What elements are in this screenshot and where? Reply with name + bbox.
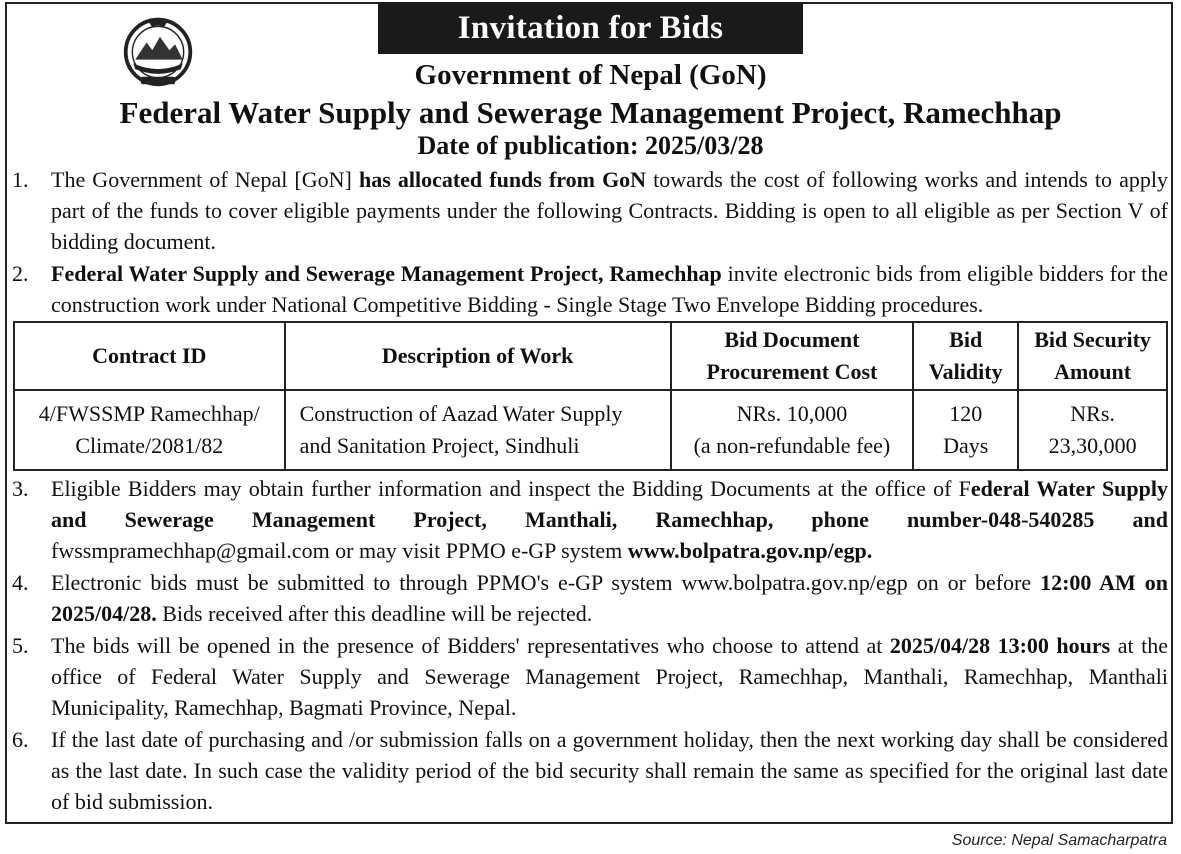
- header-description: Description of Work: [285, 322, 671, 390]
- cell-description: Construction of Aazad Water Supply and Sanitation Project, Sindhuli: [285, 390, 671, 470]
- paragraph-bold-text: has allocated funds from GoN: [358, 167, 647, 192]
- header-procurement-cost: Bid Document Procurement Cost: [671, 322, 914, 390]
- paragraph-text: Eligible Bidders may obtain further information and inspect the Bidding Documents at the office of F: [51, 476, 971, 501]
- paragraph-6: [12, 724, 1168, 817]
- paragraph-3: [12, 473, 1168, 566]
- paragraph-text: Electronic bids must be submitted to through PPMO's e-GP system www.bolpatra.gov.np/egp on or before: [51, 570, 1041, 595]
- header-bid-security: Bid Security Amount: [1018, 322, 1167, 390]
- paragraph-text: invite electronic bids from eligible bidders for the construction work under National Competitive Bidding - Single Stage Two Envelope Bidding procedures.: [51, 261, 1168, 317]
- table-header-row: [14, 322, 1167, 390]
- paragraph-text: The Government of Nepal [GoN]: [51, 167, 359, 192]
- bid-table: [13, 321, 1168, 471]
- paragraph-number: 6.: [12, 727, 29, 752]
- paragraph-text: fwssmpramechhap@gmail.com or may visit PPMO e-GP system: [51, 538, 628, 563]
- cell-procurement-cost: NRs. 10,000 (a non-refundable fee): [671, 390, 914, 470]
- table-row: [14, 390, 1167, 470]
- gov-heading: Government of Nepal (GoN): [414, 59, 767, 91]
- paragraph-bold-text: 2025/04/28 13:00 hours: [889, 633, 1111, 658]
- header-contract-id: Contract ID: [14, 322, 285, 390]
- cell-bid-security: NRs. 23,30,000: [1018, 390, 1167, 470]
- cell-contract-id: 4/FWSSMP Ramechhap/ Climate/2081/82: [14, 390, 285, 470]
- paragraph-number: 5.: [12, 633, 29, 658]
- paragraph-number: 4.: [12, 570, 29, 595]
- paragraph-number: 2.: [12, 261, 29, 286]
- paragraph-bold-text: 12:00 AM on 2025/04/28.: [51, 570, 1169, 626]
- publication-date: Date of publication: 2025/03/28: [417, 131, 764, 160]
- paragraph-text: towards the cost of following works and intends to apply part of the funds to cover eligible payments under the following Contracts. Bidding is open to all eligible as per Section V of bidding document.: [51, 167, 1168, 254]
- header-bid-validity: Bid Validity: [913, 322, 1018, 390]
- paragraph-bold-text: ederal Water Supply and Sewerage Management Project, Manthali, Ramechhap, phone number-048-540285 and: [51, 476, 1168, 532]
- paragraph-text: at the office of Federal Water Supply and Sewerage Management Project, Ramechhap, Manthali, Ramechhap, Manthali Municipality, Ramechhap, Bagmati Province, Nepal.: [51, 633, 1168, 720]
- notice-title: Invitation for Bids: [378, 2, 803, 54]
- paragraph-1: [12, 164, 1168, 257]
- cell-bid-validity: 120 Days: [913, 390, 1018, 470]
- paragraph-number: 3.: [12, 476, 29, 501]
- project-heading: Federal Water Supply and Sewerage Management Project, Ramechhap: [119, 95, 1062, 130]
- paragraph-bold-text: www.bolpatra.gov.np/egp.: [627, 538, 873, 563]
- paragraph-bold-text: Federal Water Supply and Sewerage Management Project, Ramechhap: [51, 261, 722, 286]
- paragraph-5: [12, 630, 1168, 723]
- paragraph-text: If the last date of purchasing and /or submission falls on a government holiday, then the next working day shall be considered as the last date. In such case the validity period of the bid security shall remain the same as specified for the original last date of bid submission.: [51, 727, 1168, 814]
- paragraph-text: The bids will be opened in the presence of Bidders' representatives who choose to attend at: [51, 633, 890, 658]
- paragraph-text: Bids received after this deadline will be rejected.: [156, 601, 593, 626]
- paragraph-2: [12, 258, 1168, 320]
- paragraph-number: 1.: [12, 167, 29, 192]
- paragraph-4: [12, 567, 1168, 629]
- source-credit: Source: Nepal Samacharpatra: [951, 832, 1167, 849]
